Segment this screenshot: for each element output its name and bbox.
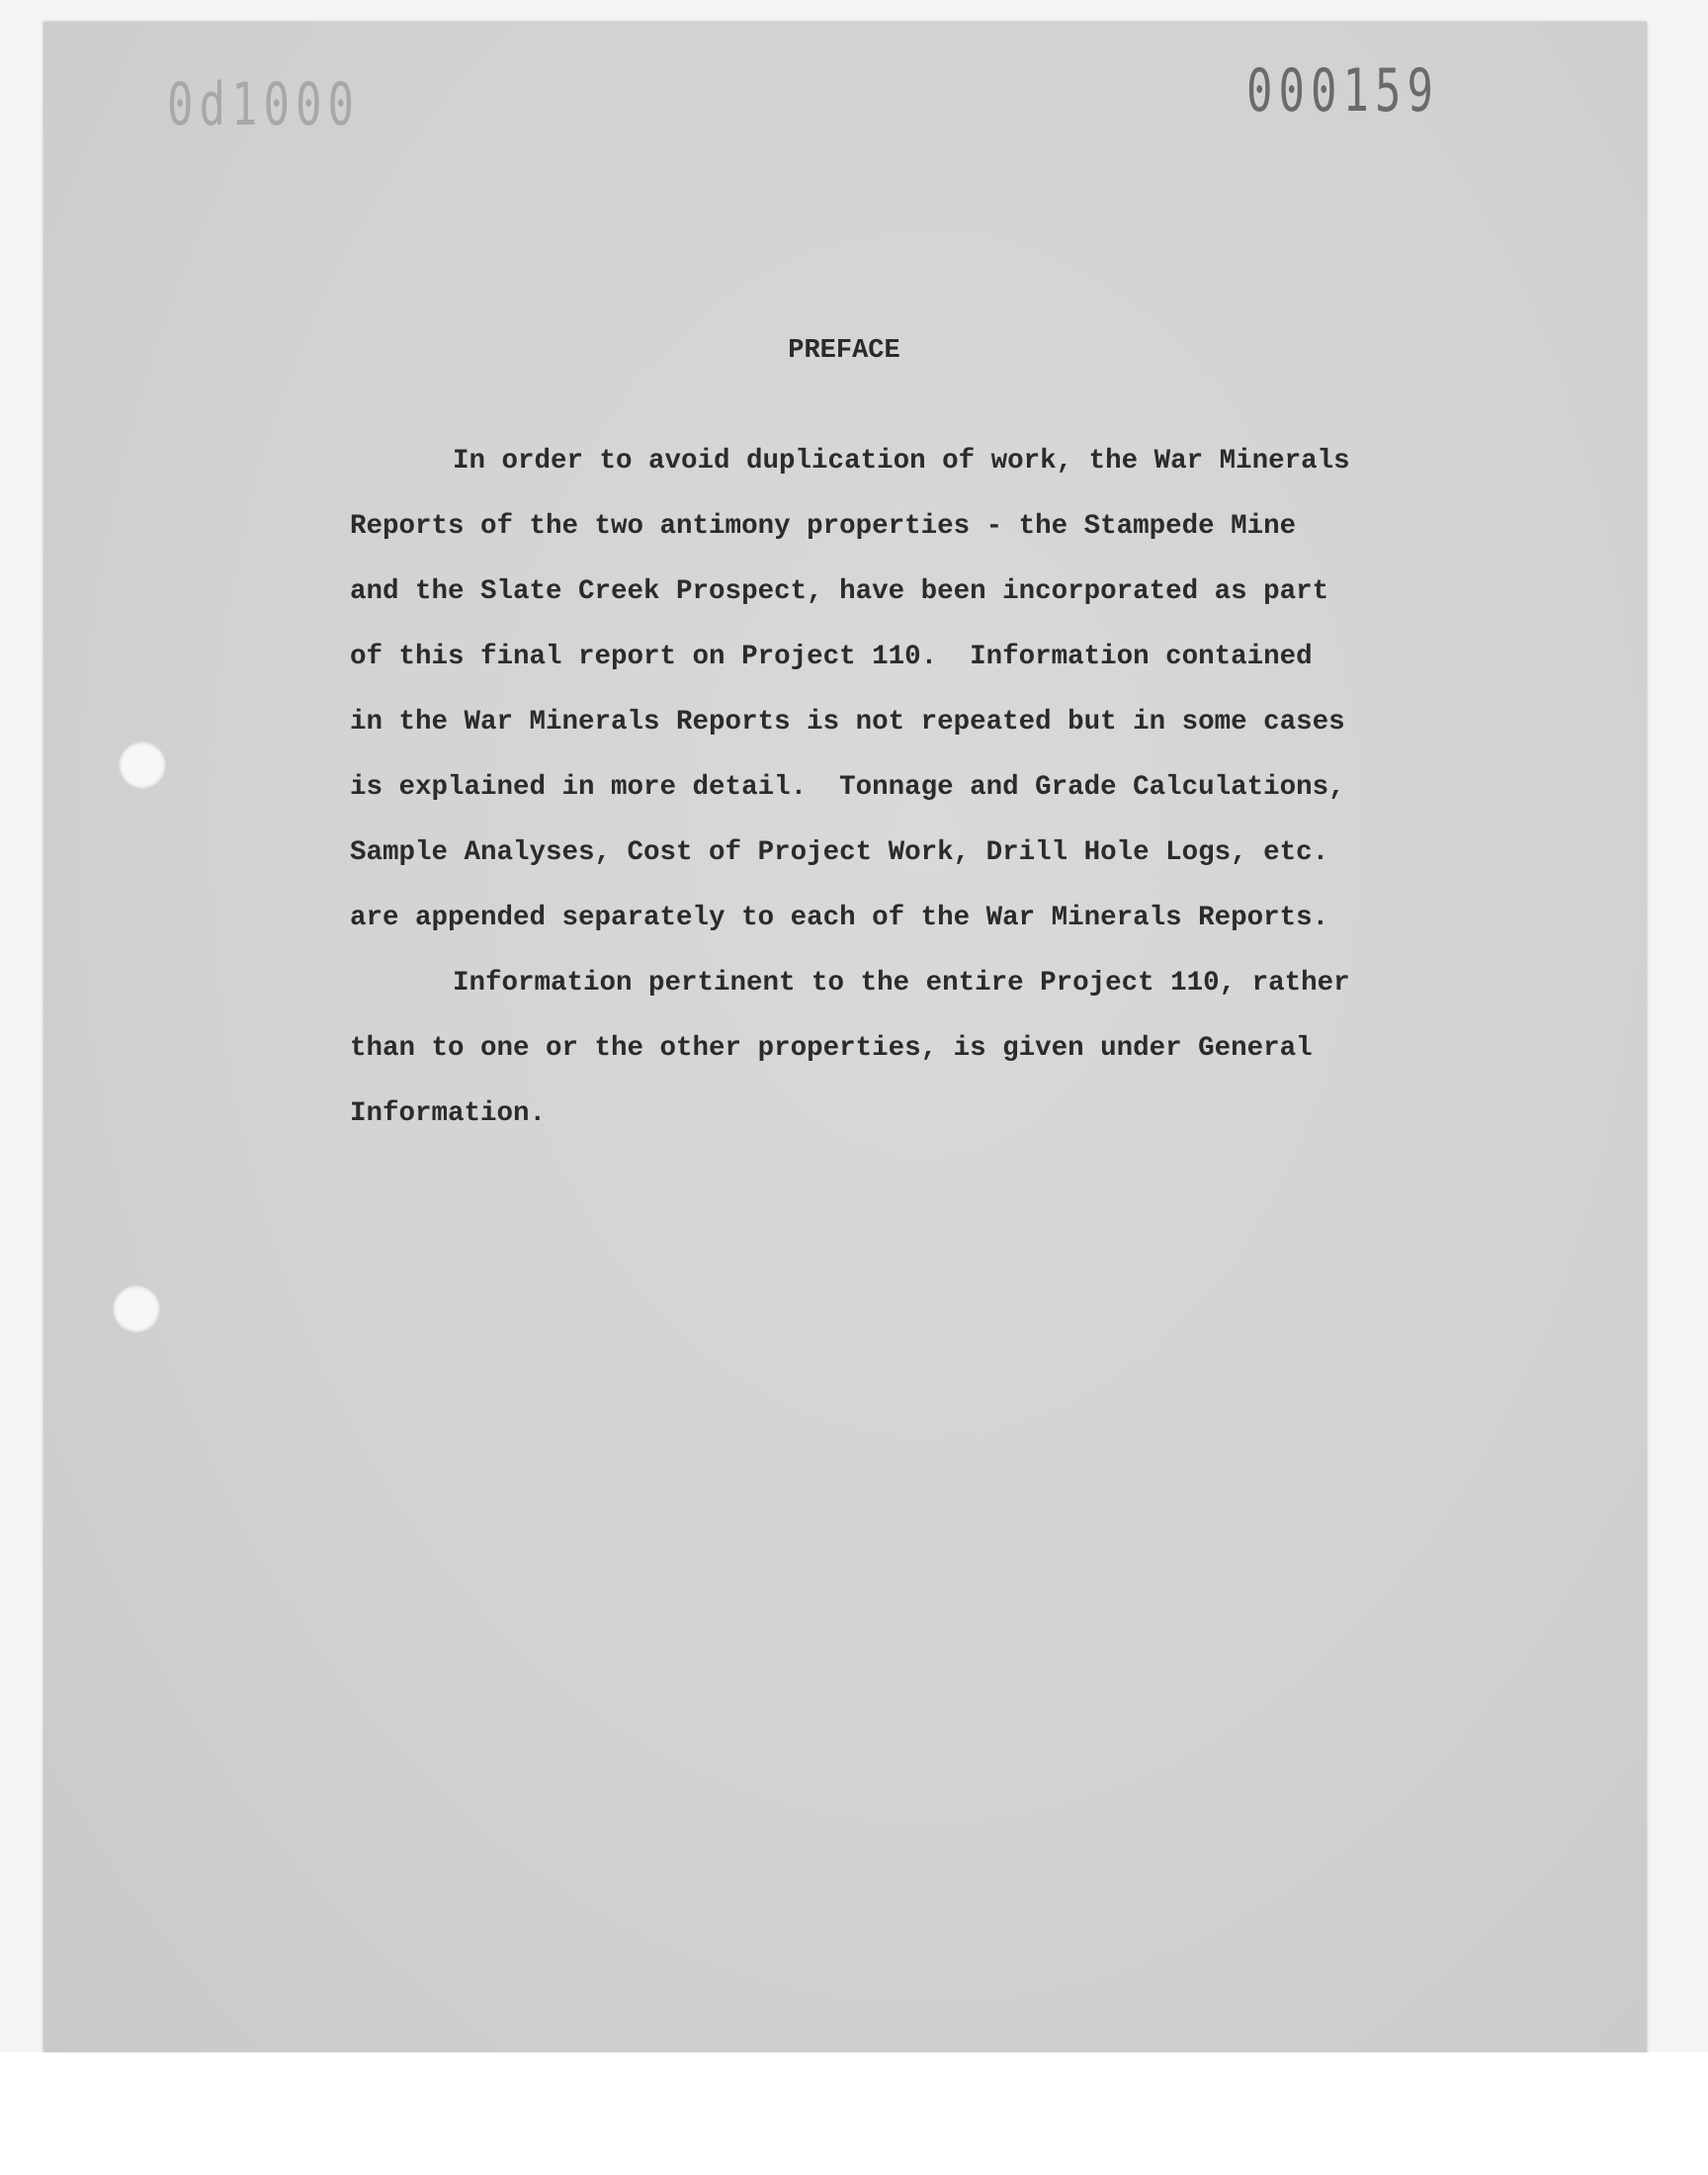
- scan-margin: [0, 2052, 1708, 2175]
- document-body: [350, 429, 1398, 1147]
- paragraph-line: In order to avoid duplication of work, the War Minerals: [453, 446, 1350, 477]
- document-page: [43, 22, 1647, 2052]
- paragraph-line: Information pertinent to the entire Project 110, rather: [453, 968, 1350, 999]
- punch-hole-bottom: [113, 1285, 160, 1333]
- page-number-stamp: 000159: [1246, 57, 1439, 126]
- paragraph-line: are appended separately to each of the War Minerals Reports.: [350, 903, 1329, 933]
- paragraph-line: of this final report on Project 110. Information contained: [350, 642, 1313, 672]
- punch-hole-top: [119, 741, 166, 789]
- paragraph-line: and the Slate Creek Prospect, have been incorporated as part: [350, 576, 1329, 607]
- paragraph-line: Reports of the two antimony properties - the Stampede Mine: [350, 511, 1297, 542]
- page-stamp-faded: 0d1000: [167, 71, 360, 139]
- paragraph-line: than to one or the other properties, is given under General: [350, 1033, 1313, 1064]
- paragraph-line: is explained in more detail. Tonnage and Grade Calculations,: [350, 772, 1345, 803]
- paragraph-line: Information.: [350, 1098, 547, 1129]
- paragraph-line: in the War Minerals Reports is not repeated but in some cases: [350, 707, 1345, 738]
- page-title: PREFACE: [788, 336, 900, 366]
- paragraph-line: Sample Analyses, Cost of Project Work, Drill Hole Logs, etc.: [350, 837, 1329, 868]
